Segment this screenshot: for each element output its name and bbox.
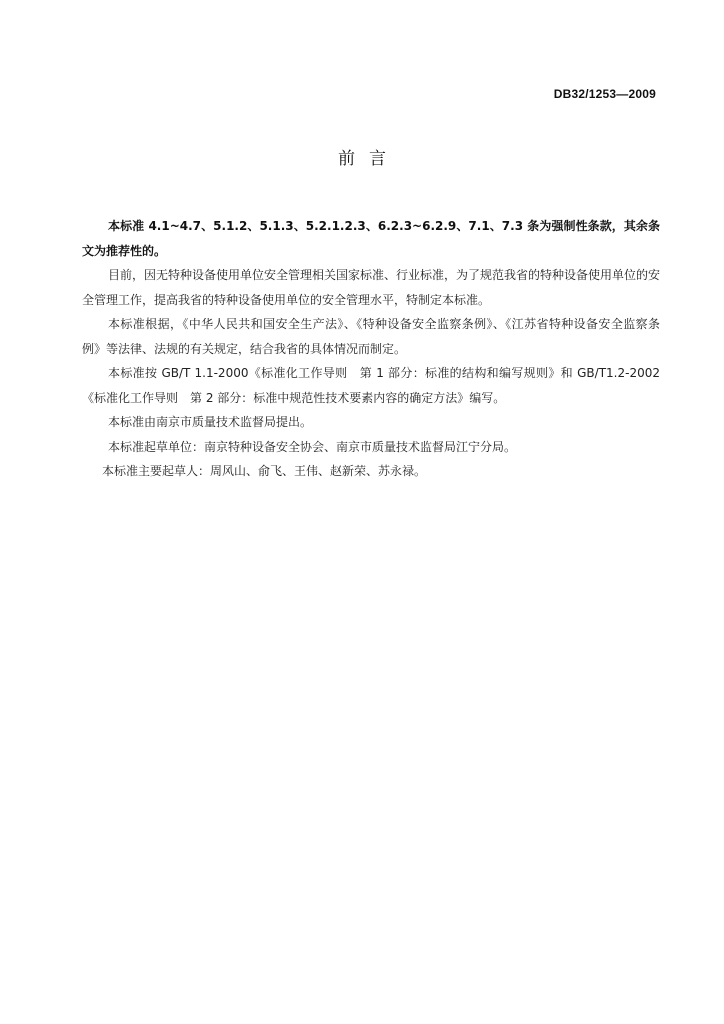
paragraph-drafters: 本标准主要起草人：周风山、俞飞、王伟、赵新荣、苏永禄。 bbox=[102, 464, 427, 478]
standard-code: DB32/1253—2009 bbox=[553, 87, 656, 101]
foreword-body bbox=[82, 214, 660, 484]
paragraph-drafting-units: 本标准起草单位：南京特种设备安全协会、南京市质量技术监督局江宁分局。 bbox=[108, 439, 517, 454]
page-title: 前言 bbox=[338, 149, 400, 169]
paragraph-proposer: 本标准由南京市质量技术监督局提出。 bbox=[108, 415, 313, 429]
paragraph-drafting-rules: 本标准按 GB/T 1.1-2000《标准化工作导则 第 1 部分：标准的结构和编写规则》和 GB/T1.2-2002《标准化工作导则 第 2 部分：标准中规范性技术要素内容的确定方法》编写。 bbox=[82, 366, 660, 405]
paragraph-purpose: 目前，因无特种设备使用单位安全管理相关国家标准、行业标准，为了规范我省的特种设备使用单位的安全管理工作，提高我省的特种设备使用单位的安全管理水平，特制定本标准。 bbox=[82, 268, 661, 307]
paragraph-mandatory-clauses: 本标准 4.1~4.7、5.1.2、5.1.3、5.2.1.2.3、6.2.3~6.2.9、7.1、7.3 条为强制性条款，其余条文为推荐性的。 bbox=[82, 219, 660, 258]
paragraph-legal-basis: 本标准根据，《中华人民共和国安全生产法》、《特种设备安全监察条例》、《江苏省特种设备安全监察条例》等法律、法规的有关规定，结合我省的具体情况而制定。 bbox=[82, 317, 660, 356]
